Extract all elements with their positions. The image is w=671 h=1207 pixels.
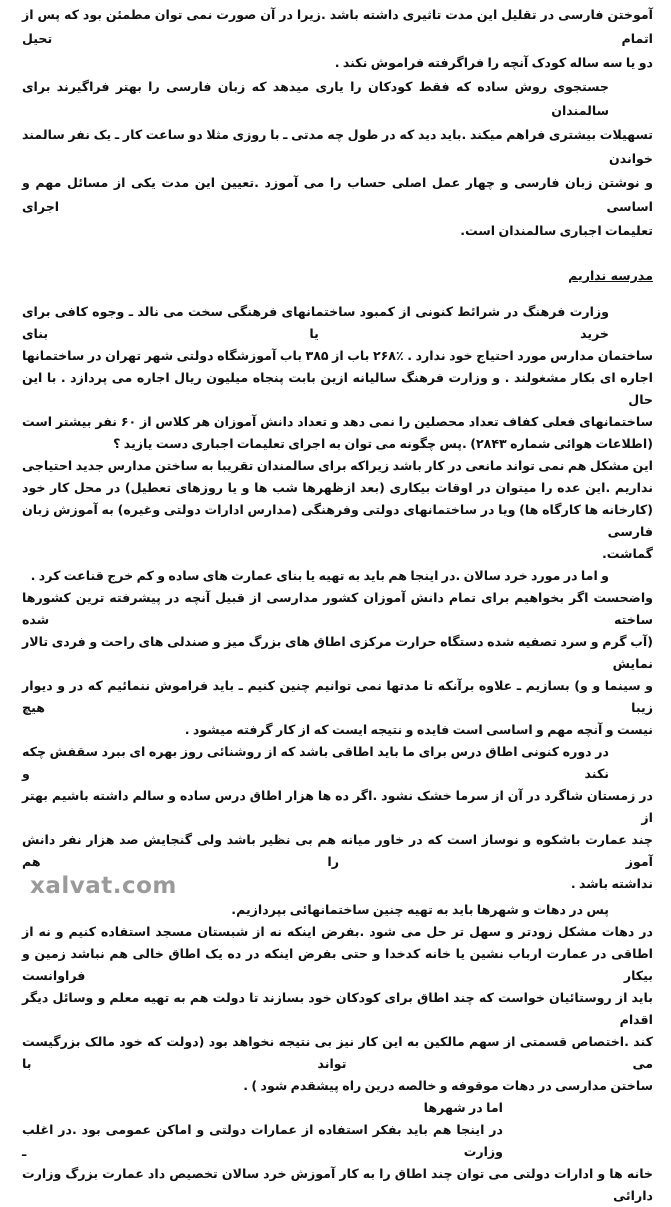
text-line: جستجوی روش ساده که فقط کودکان را یاری میدهد که زبان فارسی را بهتر فراگیرند برای سالمندان (22, 79, 609, 118)
text-line: نیست و آنچه مهم و اساسی است فایده و نتیجه ایست که از کار گرفته میشود . (184, 722, 653, 737)
text-line: نداشته باشد . (570, 876, 653, 891)
text-line: در دهات مشکل زودتر و سهل تر حل می شود .بفرض اینکه نه از شبستان مسجد استفاده کنیم و نه از (22, 924, 653, 939)
text-line: تسهیلات بیشتری فراهم میکند .باید دید که در طول چه مدتی ـ با روزی مثلا دو ساعت کار ـ یک نفر سالمند خواندن (22, 127, 653, 166)
text-line: باید از روستائیان خواست که چند اطاق برای کودکان خود بسازند تا دولت هم به تهیه معلم و وسائل دیگر اقدام (22, 990, 653, 1027)
text-line: در اینجا هم باید بفکر استفاده از عمارات دولتی و اماکن عمومی بود .در اغلب وزارت ـ (22, 1122, 503, 1159)
text-line: ساختمان مدارس مورد احتیاج خود ندارد . ٪۲۶۸ باب از ۳۸۵ باب آموزشگاه دولتی شهر تهران در ساختمانها (22, 348, 653, 363)
text-line: کند .اختصاص قسمتی از سهم مالکین به این کار نیز بی نتیجه نخواهد بود (دولت که خود مالک بزرگیست می تواند با (22, 1034, 653, 1071)
text-line: ساختمانهای فعلی کفاف تعداد محصلین را نمی دهد و تعداد دانش آموزان هر کلاس از ۶۰ نفر بیشتر است (22, 414, 653, 429)
text-line: آموختن فارسی در تقلیل این مدت تاثیری داشته باشد .زیرا در آن صورت نمی توان مطمئن بود که پس از اتمام تحیل (22, 7, 653, 46)
text-line: اطاقی در عمارت ارباب نشین یا خانه کدخدا و حتی بفرض اینکه در ده یک اطاق خالی هم نباشد زمین و بیکار فراوانست (22, 946, 653, 983)
watermark: xalvat.com (30, 873, 177, 899)
text-line: و سینما و و) بسازیم ـ علاوه برآنکه تا مدتها نمی توانیم چنین کنیم ـ باید فراموش ننمائیم که در و دیوار زیبا هیچ (22, 678, 653, 715)
document-page (22, 0, 653, 1207)
text-line: و نوشتن زبان فارسی و چهار عمل اصلی حساب را می آموزد .تعیین این مدت یکی از مسائل مهم و اساسی اجرای (22, 175, 653, 214)
subheading-line: اما در شهرها (423, 1100, 503, 1115)
intro-section (22, 3, 653, 243)
text-line: (آب گرم و سرد تصفیه شده دستگاه حرارت مرکزی اطاق های بزرگ میز و صندلی های راحت و فردی تالار نمایش (22, 634, 653, 671)
text-line: وزارت فرهنگ در شرائط کنونی از کمبود ساختمانهای فرهنگی سخت می نالد ـ وجوه کافی برای خرید یا بنای (22, 304, 609, 341)
text-line: (کارخانه ها کارگاه ها) ویا در ساختمانهای دولتی وفرهنگی (مدارس ادارات دولتی وغیره) به آموزش زبان فارسی (22, 502, 653, 539)
text-line: گماشت. (602, 546, 653, 561)
section-body (22, 301, 653, 1207)
text-line: ساختن مدارسی در دهات موقوفه و خالصه درین راه پیشقدم شود ) . (243, 1078, 653, 1093)
watermark-row (22, 873, 653, 899)
text-line: (اطلاعات هوائی شماره ۲۸۴۳) .پس چگونه می توان به اجرای تعلیمات اجباری دست یازید ؟ (113, 436, 653, 451)
text-line: در زمستان شاگرد در آن از سرما خشک نشود .اگر ده ها هزار اطاق درس ساده و سالم داشته باشیم بهتر از (22, 788, 653, 825)
text-line: در دوره کنونی اطاق درس برای ما باید اطاقی باشد که از روشنائی روز بهره ای ببرد سقفش چکه نکند و (22, 744, 609, 781)
text-line: چند عمارت باشکوه و نوساز است که در خاور میانه هم بی نظیر باشد ولی گنجایش صد هزار نفر دانش آموز را هم (22, 832, 653, 869)
text-line: واضحست اگر بخواهیم برای تمام دانش آموزان کشور مدارسی از قبیل آنچه در پیشرفته ترین کشورها ساخته شده (22, 590, 653, 627)
text-line: این مشکل هم نمی تواند مانعی در کار باشد زیراکه برای سالمندان تقریبا به ساختن مدارس جدید احتیاجی (22, 458, 653, 473)
text-line: دو یا سه ساله کودک آنچه را فراگرفته فراموش نکند . (334, 55, 653, 70)
text-line: خانه ها و ادارات دولتی می توان چند اطاق را به کار آموزش خرد سالان تخصیص داد عمارت بزرگ وزارت دارائی (22, 1166, 653, 1203)
text-line: تعلیمات اجباری سالمندان است. (460, 223, 653, 238)
text-line: و اما در مورد خرد سالان .در اینجا هم باید به تهیه یا بنای عمارت های ساده و کم خرج قناعت کرد . (30, 568, 609, 583)
section-heading: مدرسه نداریم (568, 268, 653, 283)
text-line: اجاره ای بکار مشغولند . و وزارت فرهنگ سالیانه ازین بابت پنجاه میلیون ریال اجاره می پردازد . با این حال (22, 370, 653, 407)
text-line: پس در دهات و شهرها باید به تهیه چنین ساختمانهائی بپردازیم. (231, 902, 609, 917)
text-line: نداریم .این عده را میتوان در اوقات بیکاری (بعد ازظهرها شب ها و یا روزهای تعطیل) در محل کار خود (22, 480, 653, 495)
